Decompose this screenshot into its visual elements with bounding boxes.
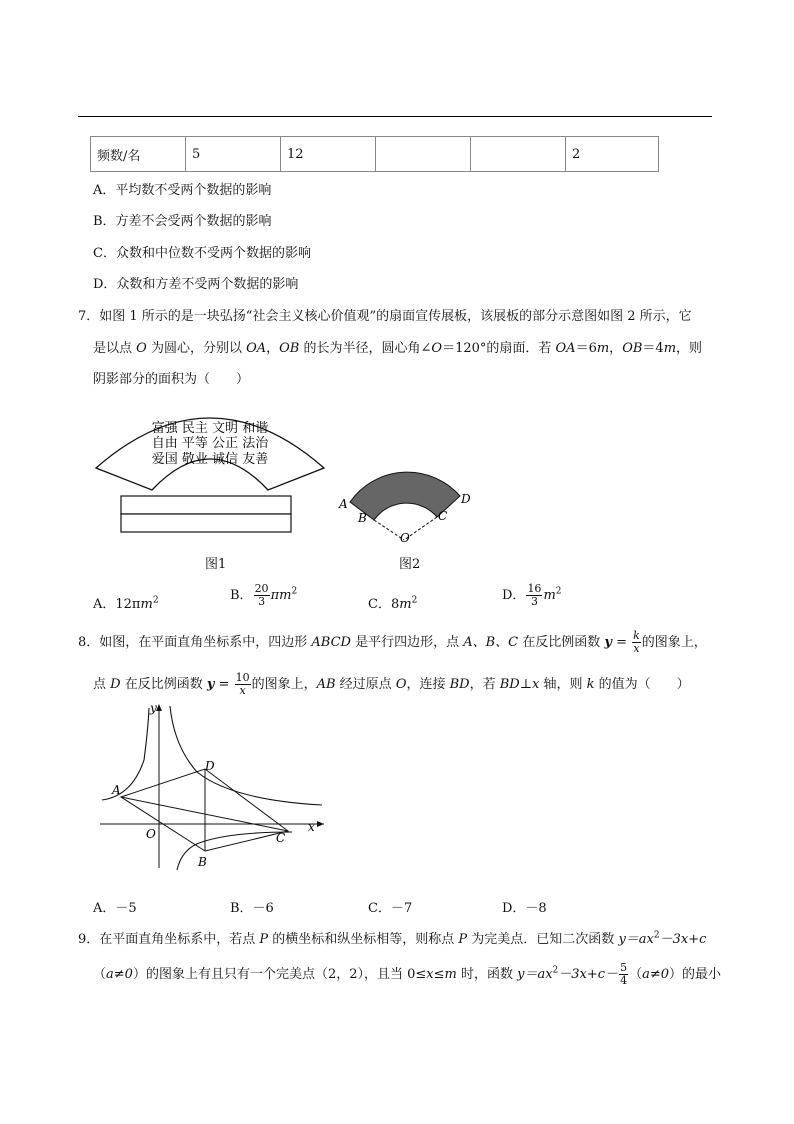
x-axis-label: x [308, 820, 315, 834]
q8-option-b: B．－6 [230, 901, 274, 916]
q7-option-c: C．$8m^2$ [368, 595, 418, 612]
point-label-c: C [438, 509, 448, 523]
q7-option-a: A．$12\pi m^2$ [93, 595, 159, 612]
table-cell: 5 [186, 137, 281, 172]
point-label-a: A [339, 497, 348, 511]
q7-option-b: B． $\frac{20}{3}$ $\pi m^2$ [230, 582, 298, 608]
y-axis-label: y [150, 701, 157, 715]
q9-line-2: （a≠0）的图象上有且只有一个完美点（2，2），且当 0≤x≤m 时，函数 $y=ax^2-3x+c-$ $\frac{5}{4}$ （a≠0）的最小 [93, 961, 722, 987]
y-axis-arrow [156, 704, 162, 711]
q9-line-1: 9．在平面直角坐标系中，若点 P 的横坐标和纵坐标相等，则称点 P 为完美点．已知二次函数 $y=ax^2-3x+c$ [78, 930, 707, 947]
q7-option-d: D． $\frac{16}{3}$ $m^2$ [502, 582, 562, 608]
q8-line-1: 8．如图，在平面直角坐标系中，四边形 ABCD 是平行四边形，点 A、B、C 在反比例函数 y = $\frac{k}{x}$ 的图象上， [78, 629, 707, 655]
board-base-bottom [121, 514, 291, 532]
table-row [91, 137, 659, 172]
q8-graph [92, 700, 332, 875]
x-axis-arrow [317, 821, 324, 827]
table-cell: 12 [281, 137, 376, 172]
frequency-table [90, 136, 659, 172]
q8-line-2: 点 D 在反比例函数 y = $\frac{10}{x}$ 的图象上，AB 经过原点 O，连接 BD，若 BD⊥x 轴，则 k 的值为（ ） [93, 671, 690, 697]
fig1-caption: 图1 [205, 557, 227, 572]
point-label-a: A [112, 783, 121, 797]
curve-k-fourth-quadrant [177, 832, 292, 870]
q7-line-1: 7．如图 1 所示的是一块弘扬“社会主义核心价值观”的扇面宣传展板，该展板的部分示意图如图 2 所示，它 [78, 309, 692, 324]
q7-figure-1 [90, 388, 330, 548]
curve-10-first-quadrant [170, 706, 322, 805]
point-label-d: D [461, 492, 471, 506]
fan-text-row: 爱国 敬业 诚信 友善 [151, 452, 269, 467]
fan-text-row: 富强 民主 文明 和谐 [151, 421, 269, 436]
q7-line-3: 阴影部分的面积为（ ） [93, 372, 250, 387]
table-cell [471, 137, 566, 172]
q6-option-a: A．平均数不受两个数据的影响 [93, 183, 272, 198]
origin-label: O [146, 827, 156, 841]
point-label-b: B [198, 855, 207, 869]
fan-text-row: 自由 平等 公正 法治 [151, 436, 269, 451]
board-base-top [121, 496, 291, 514]
fig2-caption: 图2 [399, 557, 421, 572]
q8-option-a: A．－5 [93, 901, 137, 916]
curve-k-second-quadrant [102, 708, 149, 800]
point-label-d: D [205, 759, 215, 773]
point-label-c: C [276, 831, 286, 845]
q6-option-b: B．方差不会受两个数据的影响 [93, 214, 272, 229]
q8-option-c: C．－7 [368, 901, 413, 916]
q7-line-2: 是以点 O 为圆心，分别以 OA，OB 的长为半径，圆心角∠O＝120°的扇面．若 OA＝6m，OB＝4m，则 [93, 341, 703, 356]
q8-option-d: D．－8 [502, 901, 547, 916]
table-cell [376, 137, 471, 172]
table-row-label: 频数/名 [91, 137, 186, 172]
q7-figure-2 [330, 450, 480, 550]
q6-option-d: D．众数和方差不受两个数据的影响 [93, 277, 299, 292]
table-cell: 2 [566, 137, 659, 172]
point-label-o: O [400, 531, 410, 545]
q6-option-c: C．众数和中位数不受两个数据的影响 [93, 246, 311, 261]
header-rule [78, 116, 712, 117]
point-label-b: B [358, 511, 367, 525]
